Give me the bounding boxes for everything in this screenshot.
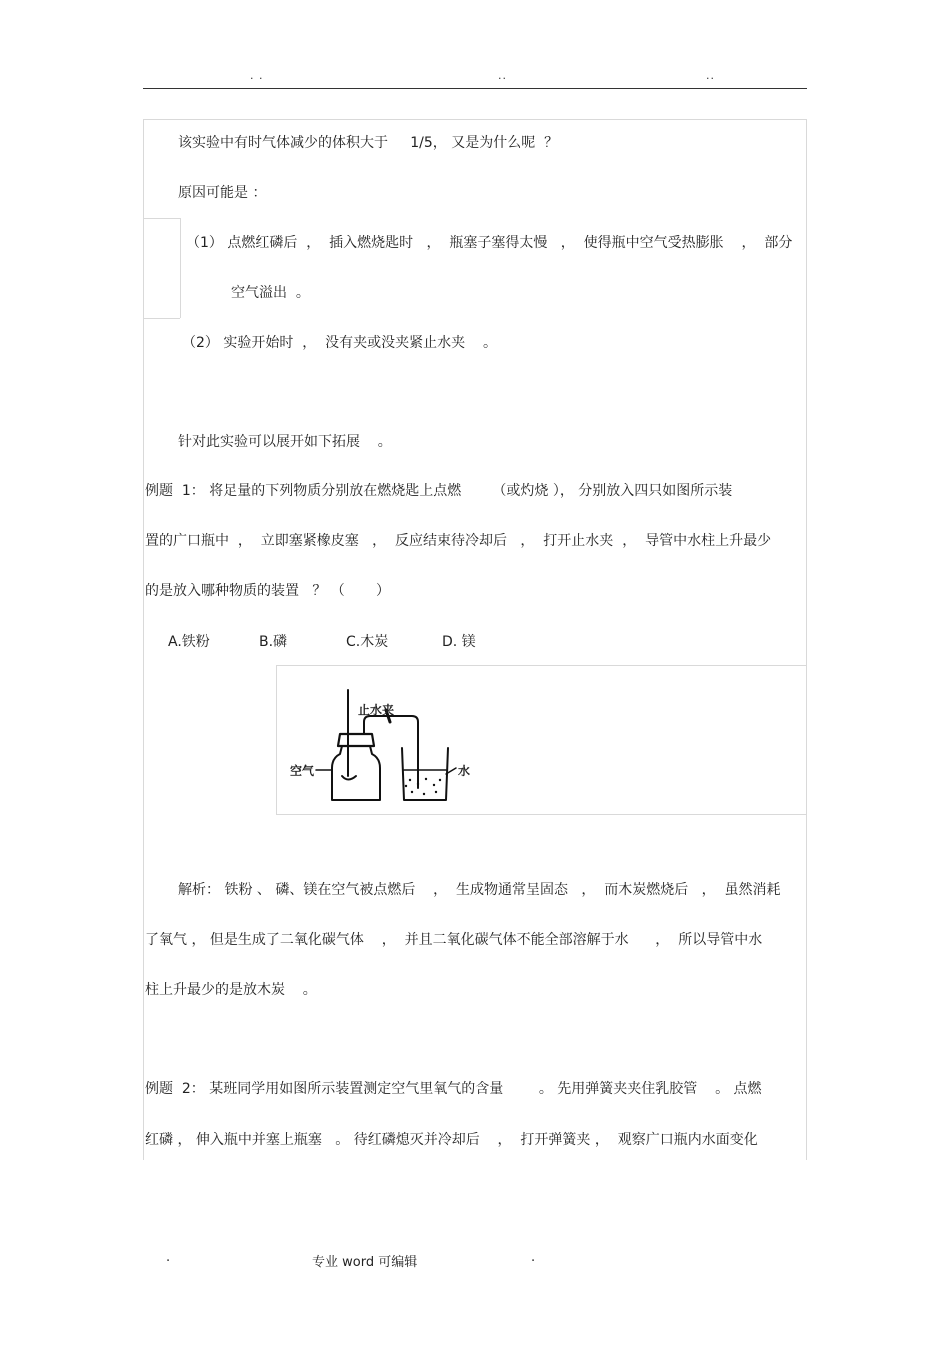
- frame-left: [143, 119, 144, 1160]
- reason-2: （2） 实验开始时 ， 没有夹或没夹紧止水夹 。: [182, 335, 497, 351]
- footer-text: 专业 word 可编辑: [312, 1255, 418, 1270]
- header-rule: [143, 88, 807, 89]
- extension-intro: 针对此实验可以展开如下拓展 。: [178, 434, 392, 450]
- reason-1-line-b: 空气溢出 。: [231, 285, 310, 301]
- water-dots: [405, 778, 441, 795]
- stopper: [338, 734, 374, 746]
- indent-box-top: [143, 218, 180, 219]
- indent-box-right: [180, 218, 181, 318]
- analysis-line-a: 解析： 铁粉 、 磷、镁在空气被点燃后 ， 生成物通常呈固态 ， 而木炭燃烧后 ， 虽然消耗: [178, 882, 781, 898]
- header-dots-left: · ·: [250, 72, 264, 85]
- figure-label-air: 空气: [290, 764, 315, 778]
- option-b: B.磷: [259, 634, 288, 650]
- reason-1-line-a: （1） 点燃红磷后 ， 插入燃烧匙时 ， 瓶塞子塞得太慢 ， 使得瓶中空气受热膨胀 ， 部分: [186, 235, 793, 251]
- option-a: A.铁粉: [168, 634, 210, 650]
- analysis-line-b: 了氧气 ， 但是生成了二氧化碳气体 ， 并且二氧化碳气体不能全部溶解于水 ， 所以导管中水: [145, 932, 763, 948]
- beaker: [402, 748, 448, 800]
- reason-intro: 原因可能是 ：: [178, 185, 267, 201]
- option-d: D. 镁: [442, 634, 476, 650]
- frame-right: [806, 119, 807, 1160]
- example-1-line-c: 的是放入哪种物质的装置 ？ （ ）: [145, 583, 390, 599]
- header-dots-mid: ··: [498, 72, 507, 85]
- indent-box-bottom: [143, 318, 180, 319]
- example-1-line-a: 例题 1： 将足量的下列物质分别放在燃烧匙上点燃 （或灼烧 ）， 分别放入四只如图所示装: [145, 483, 733, 499]
- question-line: 该实验中有时气体减少的体积大于 1/5， 又是为什么呢 ？: [178, 135, 559, 151]
- figure-label-water: 水: [458, 764, 471, 778]
- header-dots-right: ··: [706, 72, 715, 85]
- example-1-line-b: 置的广口瓶中 ， 立即塞紧橡皮塞 ， 反应结束待冷却后 ， 打开止水夹 ， 导管中水柱上升最少: [145, 533, 772, 549]
- example-2-line-a: 例题 2： 某班同学用如图所示装置测定空气里氧气的含量 。 先用弹簧夹夹住乳胶管 。 点燃: [145, 1081, 762, 1097]
- analysis-line-c: 柱上升最少的是放木炭 。: [145, 982, 317, 998]
- spoon-bowl: [342, 776, 356, 780]
- example-2-line-b: 红磷 ， 伸入瓶中并塞上瓶塞 。 待红磷熄灭并冷却后 ， 打开弹簧夹 ， 观察广口瓶内水面变化: [145, 1132, 758, 1148]
- footer-dot-right: .: [531, 1250, 536, 1265]
- bottle: [332, 746, 380, 800]
- figure-label-clip: 止水夹: [358, 703, 395, 717]
- footer-dot-left: .: [166, 1250, 171, 1265]
- frame-top: [143, 119, 807, 120]
- option-c: C.木炭: [346, 634, 389, 650]
